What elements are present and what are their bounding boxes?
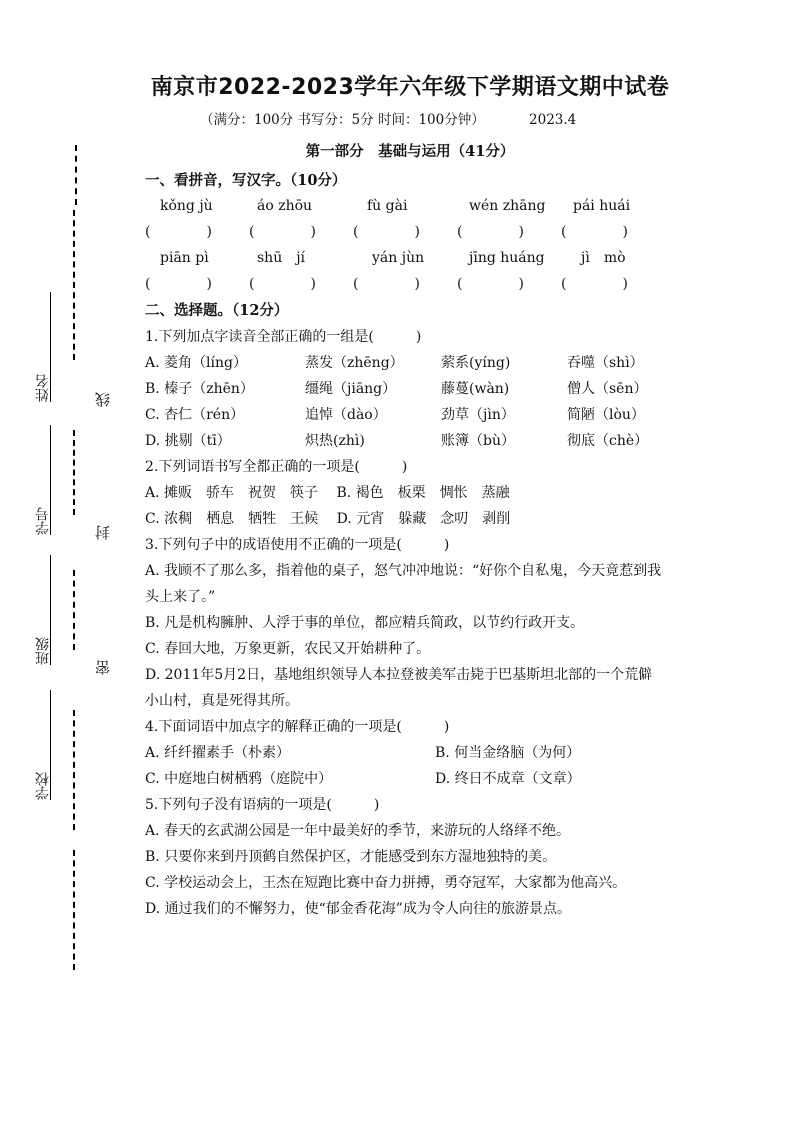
name-field[interactable]	[36, 292, 61, 406]
q1-option[interactable]: B. 榛子（zhēn）	[145, 381, 254, 397]
answer-bracket[interactable]: ( )	[145, 224, 212, 240]
q2-options-ab[interactable]: A. 摊贩 骄车 祝贺 筷子 B. 褐色 板栗 惆怅 蒸融	[145, 485, 510, 501]
name-label: 姓名	[35, 374, 51, 402]
exam-date: 2023.4	[529, 112, 577, 128]
q4-option-a[interactable]: A. 纤纤擢素手（朴素）	[145, 745, 291, 761]
exam-title: 南京市2022-2023学年六年级下学期语文期中试卷	[150, 75, 670, 100]
q5-option-d[interactable]: D. 通过我们的不懈努力，使“郁金香花海”成为令人向往的旅游景点。	[145, 901, 571, 917]
q5-option-c[interactable]: C. 学校运动会上，王杰在短跑比赛中奋力拼搏，勇夺冠军，大家都为他高兴。	[145, 875, 627, 891]
exam-info: （满分：100分 书写分：5分 时间：100分钟）	[200, 112, 485, 128]
pinyin: áo zhōu	[257, 198, 313, 214]
q1-option[interactable]: 蒸发（zhēng）	[305, 355, 404, 371]
q1-option[interactable]: 劲草（jìn）	[441, 407, 515, 423]
pinyin-row	[145, 246, 665, 270]
q5-stem: 5.下列句子没有语病的一项是( )	[145, 797, 380, 813]
q1-option[interactable]: 追悼（dào）	[305, 407, 387, 423]
q1-option[interactable]: 彻底（chè）	[567, 433, 649, 449]
answer-bracket[interactable]: ( )	[561, 224, 628, 240]
answer-bracket[interactable]: ( )	[145, 276, 212, 292]
q1-stem: 1.下列加点字读音全部正确的一组是( )	[145, 329, 422, 345]
q5-option-b[interactable]: B. 只要你来到丹顶鹤自然保护区，才能感受到东方湿地独特的美。	[145, 849, 557, 865]
answer-bracket[interactable]: ( )	[353, 276, 420, 292]
q2-stem: 2.下列词语书写全都正确的一项是( )	[145, 459, 408, 475]
part-title: 第一部分 基础与运用（41分）	[305, 143, 515, 160]
q1-option[interactable]: 藤蔓(wàn)	[441, 381, 510, 397]
q1-option-row	[145, 402, 665, 428]
answer-bracket[interactable]: ( )	[249, 276, 316, 292]
section2-heading: 二、选择题。（12分）	[145, 302, 289, 319]
q4-option-row	[145, 766, 665, 792]
school-field[interactable]	[36, 690, 61, 804]
q1-option-row	[145, 350, 665, 376]
pinyin: pái huái	[573, 198, 631, 214]
q5-option-a[interactable]: A. 春天的玄武湖公园是一年中最美好的季节，来游玩的人络绎不绝。	[145, 823, 571, 839]
q4-option-b[interactable]: B. 何当金络脑（为何）	[435, 745, 581, 761]
student-id-field[interactable]	[36, 425, 61, 539]
q1-option[interactable]: 简陋（lòu）	[567, 407, 645, 423]
answer-bracket[interactable]: ( )	[457, 276, 524, 292]
seal-label-feng: 封	[94, 525, 112, 540]
pinyin: piān pì	[160, 250, 209, 266]
q1-option[interactable]: 账簿（bù）	[441, 433, 515, 449]
q1-option[interactable]: A. 菱角（líng）	[145, 355, 247, 371]
q3-option-b[interactable]: B. 凡是机构臃肿、人浮于事的单位，都应精兵简政，以节约行政开支。	[145, 615, 585, 631]
answer-bracket[interactable]: ( )	[249, 224, 316, 240]
q1-option[interactable]: D. 挑剔（tī）	[145, 433, 231, 449]
school-label: 学校	[35, 772, 51, 800]
binding-dashed-line	[73, 210, 75, 360]
pinyin: wén zhāng	[469, 198, 546, 214]
q3-option-d[interactable]: D. 2011年5月2日，基地组织领导人本拉登被美军击毙于巴基斯坦北部的一个荒僻小山村，真是死得其所。	[145, 667, 653, 709]
class-field[interactable]	[36, 555, 61, 669]
exam-meta	[200, 108, 576, 128]
exam-content	[145, 168, 665, 922]
pinyin-row	[145, 194, 665, 218]
q4-stem: 4.下面词语中加点字的解释正确的一项是( )	[145, 719, 450, 735]
seal-label-mi: 密	[94, 660, 112, 675]
answer-bracket[interactable]: ( )	[457, 224, 524, 240]
q3-option-a[interactable]: A. 我顾不了那么多，指着他的桌子，怒气冲冲地说：“好你个自私鬼，今天竟惹到我头上来了。”	[145, 563, 662, 605]
answer-bracket[interactable]: ( )	[353, 224, 420, 240]
binding-dashed-line	[73, 430, 75, 515]
q1-option[interactable]: 缰绳（jiāng）	[305, 381, 397, 397]
q2-options-cd[interactable]: C. 浓稠 栖息 牺牲 王候 D. 元宵 躲藏 念叨 剥削	[145, 511, 511, 527]
answer-bracket[interactable]: ( )	[561, 276, 628, 292]
q1-option[interactable]: C. 杏仁（rén）	[145, 407, 245, 423]
seal-label-xian: 线	[94, 392, 112, 407]
q1-option[interactable]: 吞噬（shì）	[567, 355, 644, 371]
answer-bracket-row	[145, 270, 665, 298]
pinyin: fù gài	[367, 198, 408, 214]
q4-option-d[interactable]: D. 终日不成章（文章）	[435, 771, 581, 787]
q1-option[interactable]: 萦系(yíng)	[441, 355, 511, 371]
binding-dashed-line	[73, 570, 75, 650]
q3-option-c[interactable]: C. 春回大地，万象更新，农民又开始耕种了。	[145, 641, 431, 657]
pinyin: kǒng jù	[160, 198, 213, 214]
pinyin: shū jí	[257, 250, 306, 266]
binding-dashed-line	[73, 850, 75, 970]
q4-option-row	[145, 740, 665, 766]
class-label: 班级	[35, 637, 51, 665]
binding-dashed-line	[75, 145, 77, 205]
q3-stem: 3.下列句子中的成语使用不正确的一项是( )	[145, 537, 450, 553]
pinyin: jì mò	[581, 250, 626, 266]
pinyin: yán jùn	[372, 250, 425, 266]
binding-dashed-line	[73, 710, 75, 830]
binding-margin	[28, 130, 112, 980]
q4-option-c[interactable]: C. 中庭地白树栖鸦（庭院中）	[145, 771, 333, 787]
q1-option-row	[145, 428, 665, 454]
section1-heading: 一、看拼音，写汉字。（10分）	[145, 172, 347, 189]
answer-bracket-row	[145, 218, 665, 246]
q1-option-row	[145, 376, 665, 402]
q1-option[interactable]: 炽热(zhì)	[305, 433, 365, 449]
q1-option[interactable]: 僧人（sēn）	[567, 381, 648, 397]
student-id-label: 学号	[35, 507, 51, 535]
pinyin: jīng huáng	[469, 250, 545, 266]
